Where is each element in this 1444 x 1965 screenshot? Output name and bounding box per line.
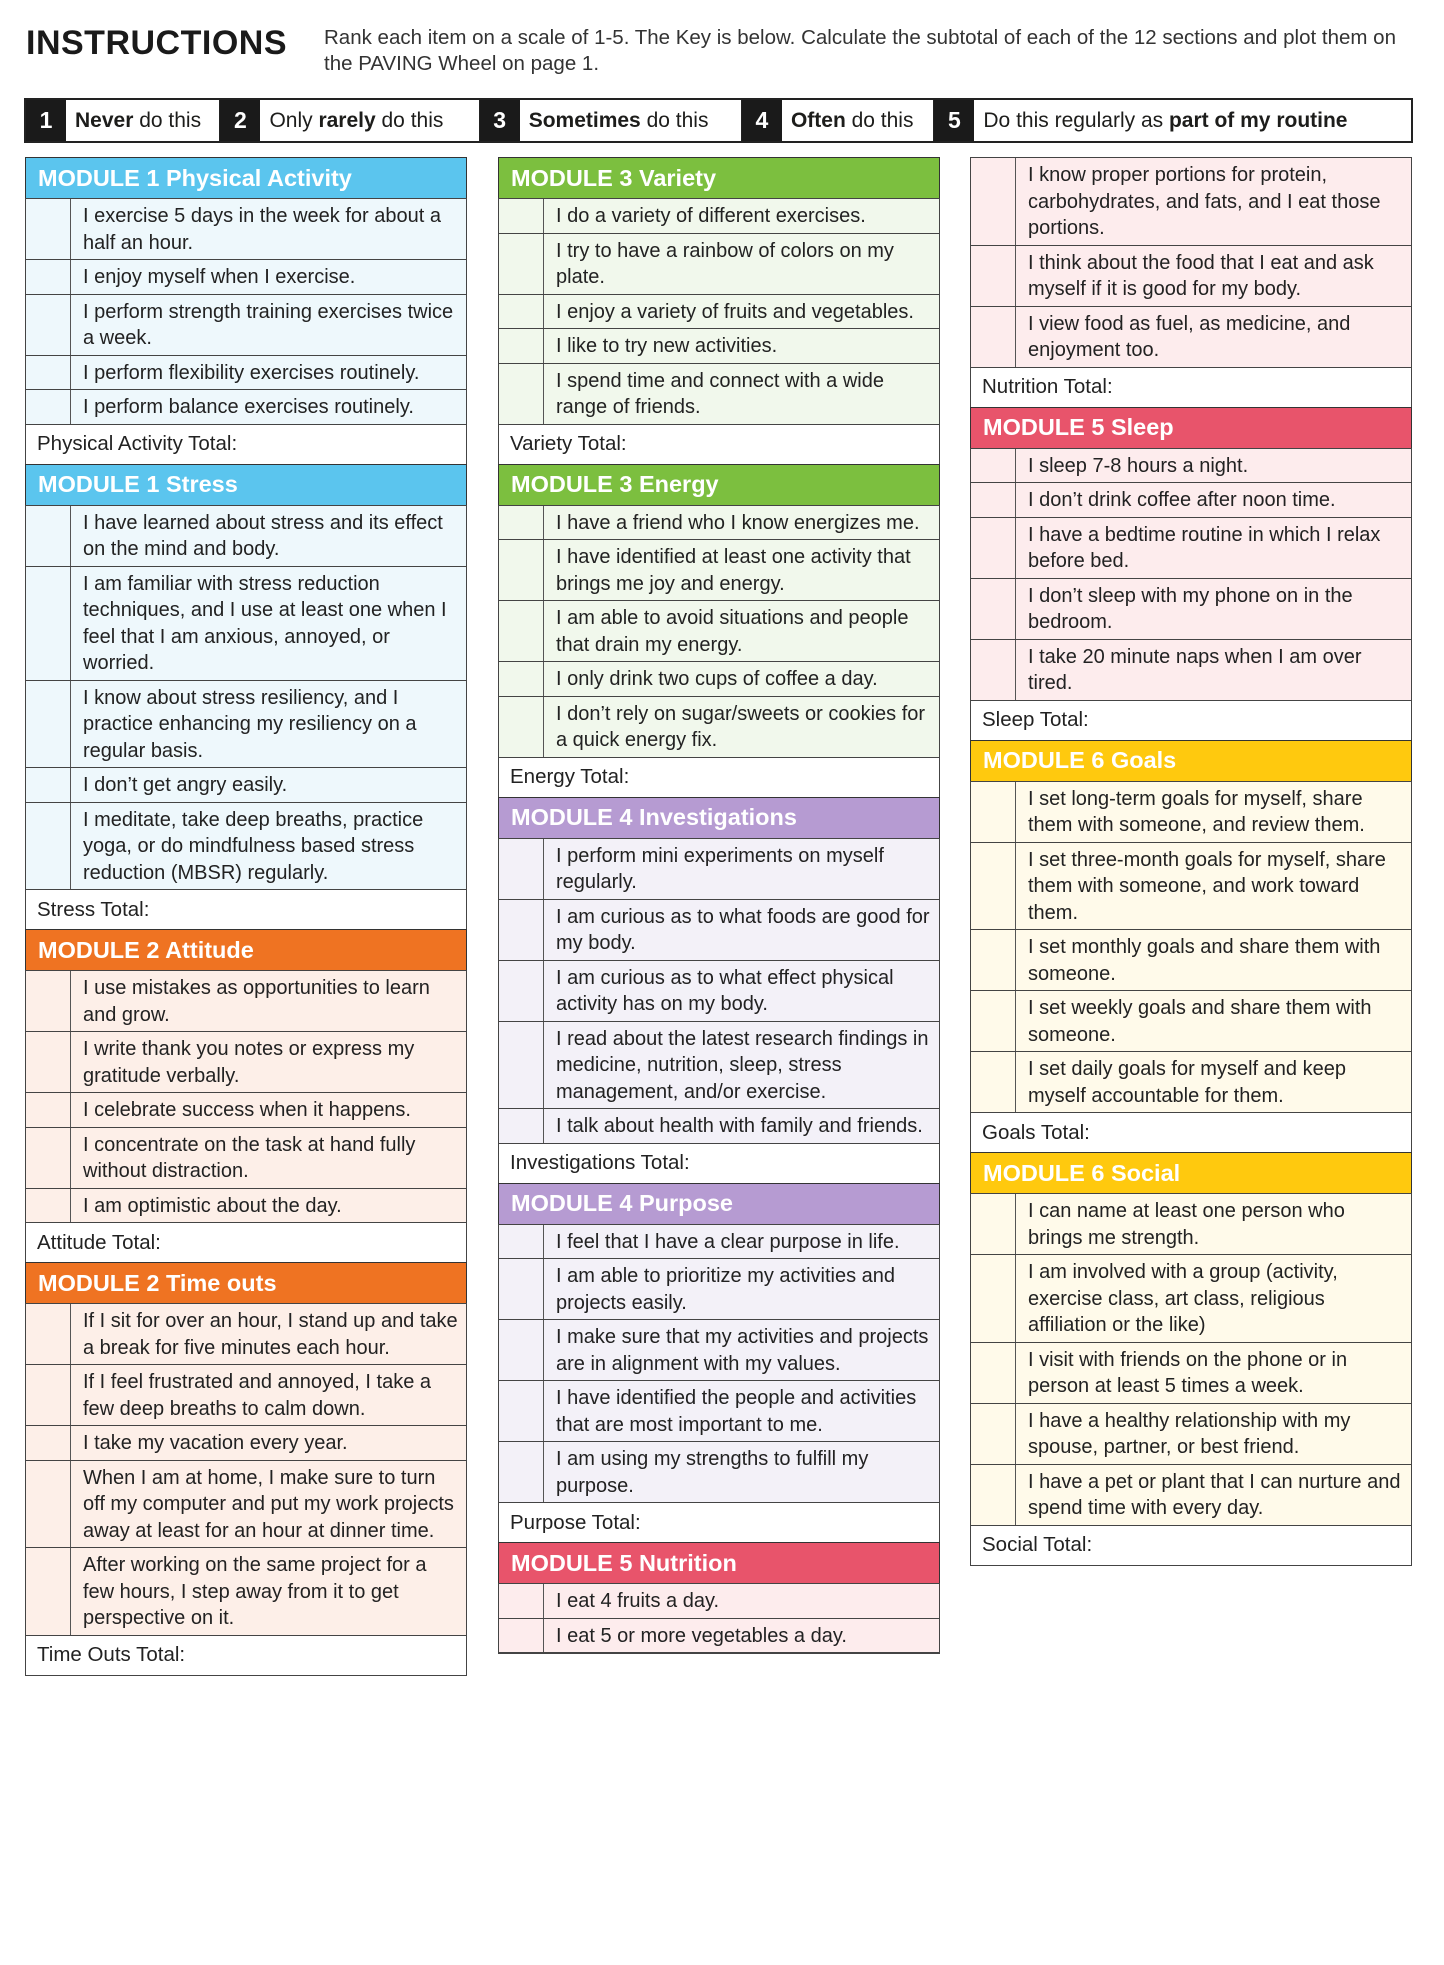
section-total[interactable]: Attitude Total:	[25, 1222, 467, 1262]
question-row	[970, 448, 1412, 483]
question-text: I spend time and connect with a wide range of friends.	[556, 369, 884, 418]
module-nutrition-cont	[970, 157, 1412, 407]
question-row	[970, 306, 1412, 367]
question-text: I am able to avoid situations and people that drain my energy.	[556, 607, 909, 656]
module-title: MODULE 2 Time outs	[25, 1262, 467, 1303]
module-title: MODULE 4 Investigations	[498, 797, 940, 838]
rating-box[interactable]	[26, 1365, 71, 1425]
key-label: Do this regularly as part of my routine	[983, 108, 1348, 132]
question-text: I take my vacation every year.	[83, 1432, 348, 1454]
question-text: I don’t rely on sugar/sweets or cookies for a quick energy fix.	[556, 702, 926, 751]
question-row	[25, 1364, 467, 1425]
question-row	[25, 767, 467, 802]
question-text: I read about the latest research findings in medicine, nutrition, sleep, stress management, and/or exercise.	[556, 1027, 929, 1103]
question-text: I sleep 7-8 hours a night.	[1028, 454, 1249, 477]
module-attitude	[25, 929, 467, 1262]
rating-box[interactable]	[26, 295, 71, 355]
rating-box[interactable]	[499, 1259, 544, 1319]
question-row	[25, 1031, 467, 1092]
question-text: I am optimistic about the day.	[83, 1194, 342, 1217]
rating-box[interactable]	[26, 1461, 71, 1548]
question-row	[25, 802, 467, 890]
question-row	[498, 838, 940, 899]
key-item-3	[480, 100, 742, 141]
question-text: I view food as fuel, as medicine, and enjoyment too.	[1028, 312, 1351, 361]
rating-box[interactable]	[499, 1584, 544, 1618]
question-text: I set monthly goals and share them with someone.	[1028, 936, 1381, 985]
rating-box[interactable]	[499, 900, 544, 960]
module-goals	[970, 740, 1412, 1153]
question-row	[25, 680, 467, 768]
rating-box[interactable]	[971, 1052, 1016, 1112]
question-text: I am curious as to what foods are good for my body.	[556, 905, 930, 954]
module-title: MODULE 1 Stress	[25, 464, 467, 505]
rating-box[interactable]	[971, 1404, 1016, 1464]
rating-box[interactable]	[26, 1426, 71, 1460]
question-row	[25, 259, 467, 294]
rating-box[interactable]	[971, 1465, 1016, 1525]
rating-box[interactable]	[499, 1320, 544, 1380]
question-row	[25, 970, 467, 1031]
question-row	[25, 294, 467, 355]
column-1	[25, 157, 467, 1676]
question-row	[25, 1425, 467, 1460]
rating-box[interactable]	[26, 681, 71, 768]
key-item-1	[26, 100, 220, 141]
key-label: Sometimes do this	[528, 108, 709, 132]
question-text: I enjoy myself when I exercise.	[83, 266, 356, 288]
question-row	[498, 1618, 940, 1653]
module-purpose	[498, 1183, 940, 1543]
question-row	[498, 1021, 940, 1109]
question-text: I concentrate on the task at hand fully without distraction.	[83, 1133, 416, 1182]
question-row	[498, 899, 940, 960]
section-total[interactable]: Time Outs Total:	[25, 1635, 467, 1675]
rating-box[interactable]	[499, 364, 544, 424]
question-text: I set three-month goals for myself, share them with someone, and work toward them.	[1028, 848, 1386, 924]
module-stress	[25, 464, 467, 930]
question-row	[970, 1403, 1412, 1464]
rating-box[interactable]	[499, 662, 544, 696]
question-text: I perform mini experiments on myself regularly.	[556, 844, 884, 893]
section-total[interactable]: Stress Total:	[25, 889, 467, 929]
rating-box[interactable]	[499, 1442, 544, 1502]
rating-box[interactable]	[26, 506, 71, 566]
key-number: 1	[26, 100, 66, 141]
rating-box[interactable]	[971, 1343, 1016, 1403]
question-row	[970, 245, 1412, 306]
rating-box[interactable]	[971, 518, 1016, 578]
question-row	[970, 990, 1412, 1051]
rating-box[interactable]	[26, 1548, 71, 1635]
page-title: INSTRUCTIONS	[26, 24, 287, 62]
question-text: I enjoy a variety of fruits and vegetables.	[556, 300, 914, 323]
question-row	[25, 1188, 467, 1223]
module-physical	[25, 157, 467, 464]
question-row	[970, 929, 1412, 990]
question-text: After working on the same project for a few hours, I step away from it to get perspective on it.	[83, 1554, 427, 1629]
section-total[interactable]: Variety Total:	[498, 424, 940, 464]
question-text: I don’t get angry easily.	[83, 774, 288, 796]
question-text: I set weekly goals and share them with someone.	[1028, 997, 1372, 1046]
question-row	[25, 1460, 467, 1548]
module-title: MODULE 6 Goals	[970, 740, 1412, 781]
question-row	[498, 294, 940, 329]
question-row	[498, 1108, 940, 1143]
section-total[interactable]: Physical Activity Total:	[25, 424, 467, 464]
question-row	[25, 1547, 467, 1635]
question-row	[498, 539, 940, 600]
module-title: MODULE 5 Sleep	[970, 407, 1412, 448]
rating-box[interactable]	[499, 1022, 544, 1109]
module-title: MODULE 5 Nutrition	[498, 1542, 940, 1583]
key-label-emphasis: Sometimes	[528, 108, 641, 132]
rating-box[interactable]	[499, 234, 544, 294]
question-text: I set daily goals for myself and keep myself accountable for them.	[1028, 1058, 1346, 1107]
rating-box[interactable]	[499, 839, 544, 899]
question-text: I am curious as to what effect physical activity has on my body.	[556, 966, 894, 1015]
rating-box[interactable]	[26, 199, 71, 259]
question-text: I exercise 5 days in the week for about a half an hour.	[83, 205, 441, 254]
question-text: I am involved with a group (activity, exercise class, art class, religious affiliation or the like)	[1028, 1261, 1338, 1336]
rating-box[interactable]	[499, 1109, 544, 1143]
rating-box[interactable]	[499, 506, 544, 540]
question-row	[25, 1127, 467, 1188]
rating-box[interactable]	[26, 1189, 71, 1223]
module-investigations	[498, 797, 940, 1183]
question-row	[498, 1319, 940, 1380]
instructions-header	[26, 24, 1416, 84]
module-title: MODULE 3 Energy	[498, 464, 940, 505]
question-row	[970, 482, 1412, 517]
question-text: I think about the food that I eat and ask myself if it is good for my body.	[1028, 251, 1374, 300]
question-row	[498, 600, 940, 661]
question-text: I meditate, take deep breaths, practice yoga, or do mindfulness based stress reduction (MBSR) regularly.	[83, 808, 424, 884]
rating-box[interactable]	[971, 1194, 1016, 1254]
question-row	[498, 1258, 940, 1319]
question-row	[970, 842, 1412, 930]
question-text: I know proper portions for protein, carbohydrates, and fats, and I eat those portions.	[1028, 164, 1381, 239]
question-text: I have learned about stress and its effect on the mind and body.	[83, 511, 443, 560]
rating-box[interactable]	[499, 295, 544, 329]
rating-box[interactable]	[499, 1381, 544, 1441]
question-row	[498, 198, 940, 233]
question-row	[498, 1583, 940, 1618]
question-row	[498, 696, 940, 757]
question-text: I do a variety of different exercises.	[556, 205, 866, 227]
question-text: I am familiar with stress reduction techniques, and I use at least one when I feel that I am anxious, annoyed, or worried.	[83, 572, 447, 674]
key-label-emphasis: Often	[790, 108, 846, 132]
question-text: When I am at home, I make sure to turn off my computer and put my work projects away at least for an hour at dinner time.	[83, 1466, 454, 1542]
key-number: 3	[480, 100, 520, 141]
question-row	[25, 1092, 467, 1127]
module-title: MODULE 2 Attitude	[25, 929, 467, 970]
rating-box[interactable]	[971, 483, 1016, 517]
question-text: I am able to prioritize my activities and projects easily.	[556, 1265, 896, 1314]
column-end-line	[498, 1652, 940, 1653]
question-text: I eat 4 fruits a day.	[556, 1590, 720, 1612]
question-text: I feel that I have a clear purpose in life.	[556, 1230, 900, 1253]
question-row	[498, 328, 940, 363]
instructions-text: Rank each item on a scale of 1-5. The Key is below. Calculate the subtotal of each of the 12 sections and plot them on the PAVING Wheel on page 1.	[324, 26, 1396, 75]
module-title: MODULE 1 Physical Activity	[25, 157, 467, 198]
rating-box[interactable]	[26, 971, 71, 1031]
rating-box[interactable]	[499, 697, 544, 757]
question-row	[498, 505, 940, 540]
question-text: I know about stress resiliency, and I practice enhancing my resiliency on a regular basis.	[83, 686, 417, 762]
question-text: I have identified the people and activities that are most important to me.	[556, 1387, 917, 1436]
question-text: I only drink two cups of coffee a day.	[556, 668, 878, 690]
question-row	[25, 1303, 467, 1364]
question-row	[498, 1380, 940, 1441]
module-nutrition	[498, 1542, 940, 1654]
question-row	[25, 566, 467, 680]
question-row	[25, 198, 467, 259]
question-row	[498, 1441, 940, 1502]
rating-box[interactable]	[26, 803, 71, 890]
question-row	[25, 355, 467, 390]
question-text: I celebrate success when it happens.	[83, 1099, 411, 1121]
module-timeouts	[25, 1262, 467, 1676]
question-row	[970, 1342, 1412, 1403]
module-title: MODULE 6 Social	[970, 1152, 1412, 1193]
rating-box[interactable]	[26, 768, 71, 802]
question-row	[498, 363, 940, 424]
question-text: I can name at least one person who brings me strength.	[1028, 1200, 1345, 1249]
key-label-emphasis: Never	[75, 108, 134, 132]
question-row	[970, 1051, 1412, 1112]
module-social	[970, 1152, 1412, 1566]
question-row	[498, 1224, 940, 1259]
question-text: I am using my strengths to fulfill my purpose.	[556, 1448, 869, 1497]
question-text: I visit with friends on the phone or in person at least 5 times a week.	[1028, 1348, 1348, 1397]
rating-key	[24, 98, 1413, 143]
question-text: If I feel frustrated and annoyed, I take a few deep breaths to calm down.	[83, 1371, 431, 1420]
rating-box[interactable]	[971, 246, 1016, 306]
question-text: I perform flexibility exercises routinely.	[83, 361, 420, 384]
question-text: I write thank you notes or express my gratitude verbally.	[83, 1038, 415, 1087]
module-energy	[498, 464, 940, 797]
question-row	[498, 661, 940, 696]
question-row	[498, 960, 940, 1021]
key-number: 2	[220, 100, 260, 141]
rating-box[interactable]	[26, 1128, 71, 1188]
question-text: If I sit for over an hour, I stand up and take a break for five minutes each hour.	[83, 1310, 458, 1359]
question-text: I try to have a rainbow of colors on my plate.	[556, 239, 894, 288]
question-text: I have a friend who I know energizes me.	[556, 511, 920, 534]
question-text: I have a healthy relationship with my spouse, partner, or best friend.	[1028, 1409, 1351, 1458]
question-row	[25, 389, 467, 424]
question-row	[970, 578, 1412, 639]
rating-box[interactable]	[499, 329, 544, 363]
rating-box[interactable]	[499, 1619, 544, 1653]
rating-box[interactable]	[971, 991, 1016, 1051]
section-total[interactable]: Social Total:	[970, 1525, 1412, 1565]
question-text: I eat 5 or more vegetables a day.	[556, 1624, 847, 1647]
question-text: I like to try new activities.	[556, 335, 778, 357]
module-title: MODULE 4 Purpose	[498, 1183, 940, 1224]
section-total[interactable]: Purpose Total:	[498, 1502, 940, 1542]
question-text: I set long-term goals for myself, share them with someone, and review them.	[1028, 787, 1365, 836]
key-label: Often do this	[790, 108, 914, 132]
module-sleep	[970, 407, 1412, 740]
key-item-4	[742, 100, 934, 141]
key-item-2	[220, 100, 479, 141]
rating-box[interactable]	[26, 1304, 71, 1364]
question-text: I perform balance exercises routinely.	[83, 396, 414, 418]
key-number: 4	[742, 100, 782, 141]
question-text: I take 20 minute naps when I am over tired.	[1028, 645, 1362, 694]
key-number: 5	[934, 100, 974, 141]
section-total[interactable]: Goals Total:	[970, 1112, 1412, 1152]
rating-box[interactable]	[26, 1032, 71, 1092]
rating-box[interactable]	[971, 307, 1016, 367]
key-label-emphasis: part of my routine	[1168, 108, 1348, 132]
column-3	[970, 157, 1412, 1566]
question-text: I use mistakes as opportunities to learn and grow.	[83, 977, 430, 1026]
section-total[interactable]: Energy Total:	[498, 757, 940, 797]
rating-box[interactable]	[971, 930, 1016, 990]
question-row	[25, 505, 467, 566]
rating-box[interactable]	[26, 390, 71, 424]
rating-box[interactable]	[499, 199, 544, 233]
question-text: I have a bedtime routine in which I relax before bed.	[1028, 523, 1381, 572]
key-label-emphasis: rarely	[318, 108, 376, 132]
section-total[interactable]: Nutrition Total:	[970, 367, 1412, 407]
rating-box[interactable]	[499, 1225, 544, 1259]
rating-box[interactable]	[26, 260, 71, 294]
question-row	[970, 157, 1412, 245]
rating-box[interactable]	[971, 782, 1016, 842]
section-total[interactable]: Investigations Total:	[498, 1143, 940, 1183]
question-text: I have a pet or plant that I can nurture and spend time with every day.	[1028, 1470, 1401, 1519]
rating-box[interactable]	[971, 640, 1016, 700]
key-label: Only rarely do this	[269, 108, 444, 132]
key-item-5	[934, 100, 1411, 141]
rating-box[interactable]	[971, 843, 1016, 930]
question-row	[970, 1193, 1412, 1254]
rating-box[interactable]	[499, 601, 544, 661]
question-row	[970, 517, 1412, 578]
question-row	[498, 233, 940, 294]
question-text: I make sure that my activities and projects are in alignment with my values.	[556, 1326, 929, 1375]
question-row	[970, 1464, 1412, 1525]
question-text: I talk about health with family and friends.	[556, 1115, 923, 1137]
module-variety	[498, 157, 940, 464]
rating-box[interactable]	[971, 579, 1016, 639]
question-row	[970, 639, 1412, 700]
question-text: I don’t drink coffee after noon time.	[1028, 489, 1336, 511]
rating-box[interactable]	[26, 356, 71, 390]
rating-box[interactable]	[26, 1093, 71, 1127]
section-total[interactable]: Sleep Total:	[970, 700, 1412, 740]
rating-box[interactable]	[26, 567, 71, 680]
question-row	[970, 781, 1412, 842]
question-text: I have identified at least one activity that brings me joy and energy.	[556, 546, 911, 595]
question-text: I don’t sleep with my phone on in the bedroom.	[1028, 584, 1353, 633]
module-title: MODULE 3 Variety	[498, 157, 940, 198]
question-text: I perform strength training exercises twice a week.	[83, 300, 454, 349]
rating-box[interactable]	[971, 1255, 1016, 1342]
rating-box[interactable]	[499, 540, 544, 600]
rating-box[interactable]	[971, 158, 1016, 245]
rating-box[interactable]	[499, 961, 544, 1021]
key-label: Never do this	[75, 108, 202, 132]
question-row	[970, 1254, 1412, 1342]
column-2	[498, 157, 940, 1654]
rating-box[interactable]	[971, 449, 1016, 483]
